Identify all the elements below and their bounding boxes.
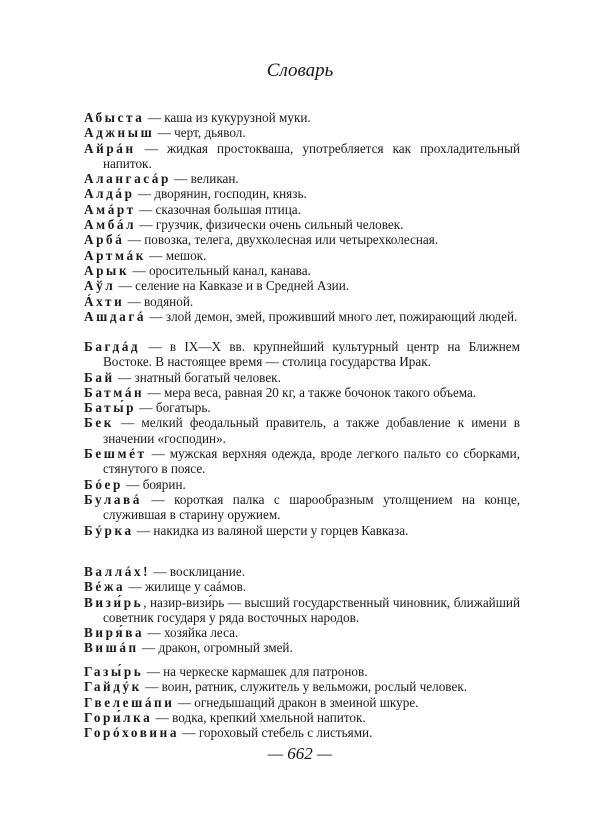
entry-term: Алдáр <box>84 186 135 202</box>
entry-separator: — <box>152 709 173 725</box>
entry-definition: черт, дьявол. <box>174 125 246 141</box>
entry-definition: в IX—X вв. крупнейший культурный центр на Ближнем Востоке. В настоящее время — столица государства Ирак. <box>103 339 521 370</box>
glossary-entry <box>84 110 520 125</box>
entry-definition: водка, крепкий хмельной напиток. <box>172 709 366 725</box>
entry-term: Абыста <box>84 110 145 125</box>
entry-definition: оросительный канал, канава. <box>148 262 311 278</box>
entry-separator: — <box>179 725 199 741</box>
entry-term: Гори́лка <box>84 709 153 725</box>
entry-separator: — <box>145 247 166 263</box>
glossary-entry <box>84 385 520 400</box>
entry-term: Бýрка <box>84 522 134 538</box>
entry-definition: назир-визи́рь — высший государственный чиновник, ближайший советник государя у ряда восточных народов. <box>103 594 521 625</box>
glossary-entry <box>84 232 520 247</box>
entry-term: Багдáд <box>84 339 141 354</box>
entry-definition: жидкая простокваша, употребляется как прохладительный напиток. <box>103 140 521 171</box>
entry-definition: мешок. <box>165 247 207 263</box>
entry-separator: — <box>129 262 149 278</box>
entry-term: Баты́р <box>84 400 137 416</box>
entry-term: Айрáн <box>84 140 136 156</box>
entry-separator: — <box>115 278 136 294</box>
entry-separator: — <box>135 201 156 217</box>
glossary-entry <box>84 294 520 309</box>
glossary-entry <box>84 640 520 655</box>
page-title: Словарь <box>266 60 334 81</box>
entry-separator: — <box>136 217 156 233</box>
glossary-entry <box>84 370 520 385</box>
glossary-entry <box>84 278 520 293</box>
entry-term: Аджныш <box>84 125 155 141</box>
entry-definition: дракон, огромный змей. <box>158 640 293 656</box>
glossary-entry <box>84 202 520 217</box>
entry-separator: — <box>154 125 175 141</box>
entry-definition: восклицание. <box>169 564 246 579</box>
entry-separator: — <box>141 679 162 695</box>
entry-term: Гвелешáпи <box>84 694 175 710</box>
glossary-entry <box>84 248 520 263</box>
entry-separator: — <box>125 579 145 595</box>
entry-separator: — <box>141 491 175 507</box>
section-b <box>84 339 520 538</box>
entry-separator: , <box>143 594 150 610</box>
entry-term: Горóховина <box>84 725 180 741</box>
glossary-entry <box>84 595 520 626</box>
glossary-entry <box>84 400 520 415</box>
glossary-entry <box>84 125 520 140</box>
entry-definition: сказочная большая птица. <box>155 201 301 217</box>
entry-definition: дворянин, господин, князь. <box>154 186 307 202</box>
entry-separator: — <box>146 446 170 462</box>
glossary-entry <box>84 710 520 725</box>
glossary-entry <box>84 446 520 477</box>
entry-definition: накидка из валяной шерсти у горцев Кавказа. <box>153 522 409 538</box>
glossary-entry <box>84 141 520 172</box>
entry-separator: — <box>114 369 135 385</box>
entry-separator: — <box>136 400 156 416</box>
entry-term: Вéжа <box>84 579 126 595</box>
entry-separator: — <box>124 293 145 309</box>
glossary-entry <box>84 415 520 446</box>
entry-definition: боярин. <box>142 476 186 492</box>
entry-term: Визи́рь <box>84 594 144 610</box>
entry-separator: — <box>170 171 191 187</box>
entry-term: Бай <box>84 369 115 385</box>
entry-definition: повозка, телега, двухколесная или четырехколесная. <box>144 232 439 248</box>
entry-term: Артмáк <box>84 247 146 263</box>
glossary-entry <box>84 217 520 232</box>
entry-term: Батмáн <box>84 384 145 400</box>
entry-term: Амáрт <box>84 201 136 217</box>
entry-separator: — <box>174 694 195 710</box>
entry-definition: селение на Кавказе и в Средней Азии. <box>135 278 350 294</box>
entry-term: Ашдагá <box>84 308 147 324</box>
entry-definition: жилище у саáмов. <box>145 579 247 595</box>
entry-term: Áхти <box>84 293 125 309</box>
glossary-entry <box>84 625 520 640</box>
glossary-entry <box>84 664 520 679</box>
entry-separator: — <box>134 186 155 202</box>
entry-term: Аўл <box>84 278 116 294</box>
entry-definition: хозяйка леса. <box>163 625 239 641</box>
entry-separator: — <box>138 640 159 656</box>
entry-term: Арык <box>84 262 130 278</box>
entry-definition: мера веса, равная 20 кг, а также бочонок такого объема. <box>164 384 477 400</box>
entry-separator: — <box>124 232 145 248</box>
section-a <box>84 110 520 324</box>
entry-separator: — <box>135 140 167 156</box>
section-v <box>84 564 520 656</box>
glossary-entry <box>84 579 520 594</box>
entry-definition: мелкий феодальный правитель, а также добавление к имени в значении «господин». <box>103 415 520 446</box>
entry-term: Бек <box>84 415 114 431</box>
glossary-entry <box>84 564 520 579</box>
entry-separator: — <box>140 339 170 354</box>
entry-definition: богатырь. <box>155 400 211 416</box>
entry-definition: воин, ратник, служитель у вельможи, рослый человек. <box>161 679 468 695</box>
section-g <box>84 664 520 740</box>
entry-separator: — <box>122 476 143 492</box>
entry-term: Бóер <box>84 476 123 492</box>
entry-definition: мужская верхняя одежда, вроде легкого пальто со сборками, стянутого в поясе. <box>103 446 520 477</box>
glossary-entry <box>84 171 520 186</box>
entry-definition: знатный богатый человек. <box>134 369 281 385</box>
entry-term: Виря́ва <box>84 625 145 641</box>
entry-definition: на черкеске кармашек для патронов. <box>163 664 368 679</box>
glossary-entry <box>84 339 520 370</box>
entry-definition: огнедышащий дракон в змеиной шкуре. <box>194 694 419 710</box>
page-number: — 662 — <box>267 744 333 763</box>
glossary-entry <box>84 492 520 523</box>
entry-definition: грузчик, физически очень сильный человек. <box>155 217 404 233</box>
entry-term: Гайдýк <box>84 679 142 695</box>
entry-separator: — <box>144 625 164 641</box>
glossary-entry <box>84 186 520 201</box>
entry-term: Газы́рь <box>84 664 144 679</box>
entry-separator: — <box>144 110 165 125</box>
entry-term: Вишáп <box>84 640 139 656</box>
entry-definition: водяной. <box>144 293 194 309</box>
glossary-entry <box>84 523 520 538</box>
glossary-entry <box>84 695 520 710</box>
glossary-entry <box>84 477 520 492</box>
entry-term: Амбáл <box>84 217 137 233</box>
entry-separator: — <box>146 308 166 324</box>
entry-definition: короткая палка с шарообразным утолщением на конце, служившая в старину оружием. <box>103 491 521 523</box>
entry-separator: — <box>150 564 170 579</box>
glossary-entry <box>84 309 520 324</box>
entry-definition: злой демон, змей, проживший много лет, пожирающий людей. <box>165 308 518 324</box>
entry-separator: — <box>113 415 142 431</box>
glossary-entry <box>84 263 520 278</box>
entry-separator: — <box>143 664 164 679</box>
entry-term: Булавá <box>84 491 142 507</box>
entry-term: Алангасáр <box>84 171 171 187</box>
entry-term: Бешмéт <box>84 446 147 462</box>
glossary-entry <box>84 679 520 694</box>
entry-definition: гороховый стебель с листьями. <box>198 725 373 741</box>
entry-definition: каша из кукурузной муки. <box>164 110 311 125</box>
entry-separator: — <box>133 522 154 538</box>
entry-separator: — <box>144 384 165 400</box>
entry-term: Валлáх! <box>84 564 151 579</box>
glossary-entry <box>84 725 520 740</box>
entry-definition: великан. <box>190 171 239 187</box>
entry-term: Арбá <box>84 232 125 248</box>
